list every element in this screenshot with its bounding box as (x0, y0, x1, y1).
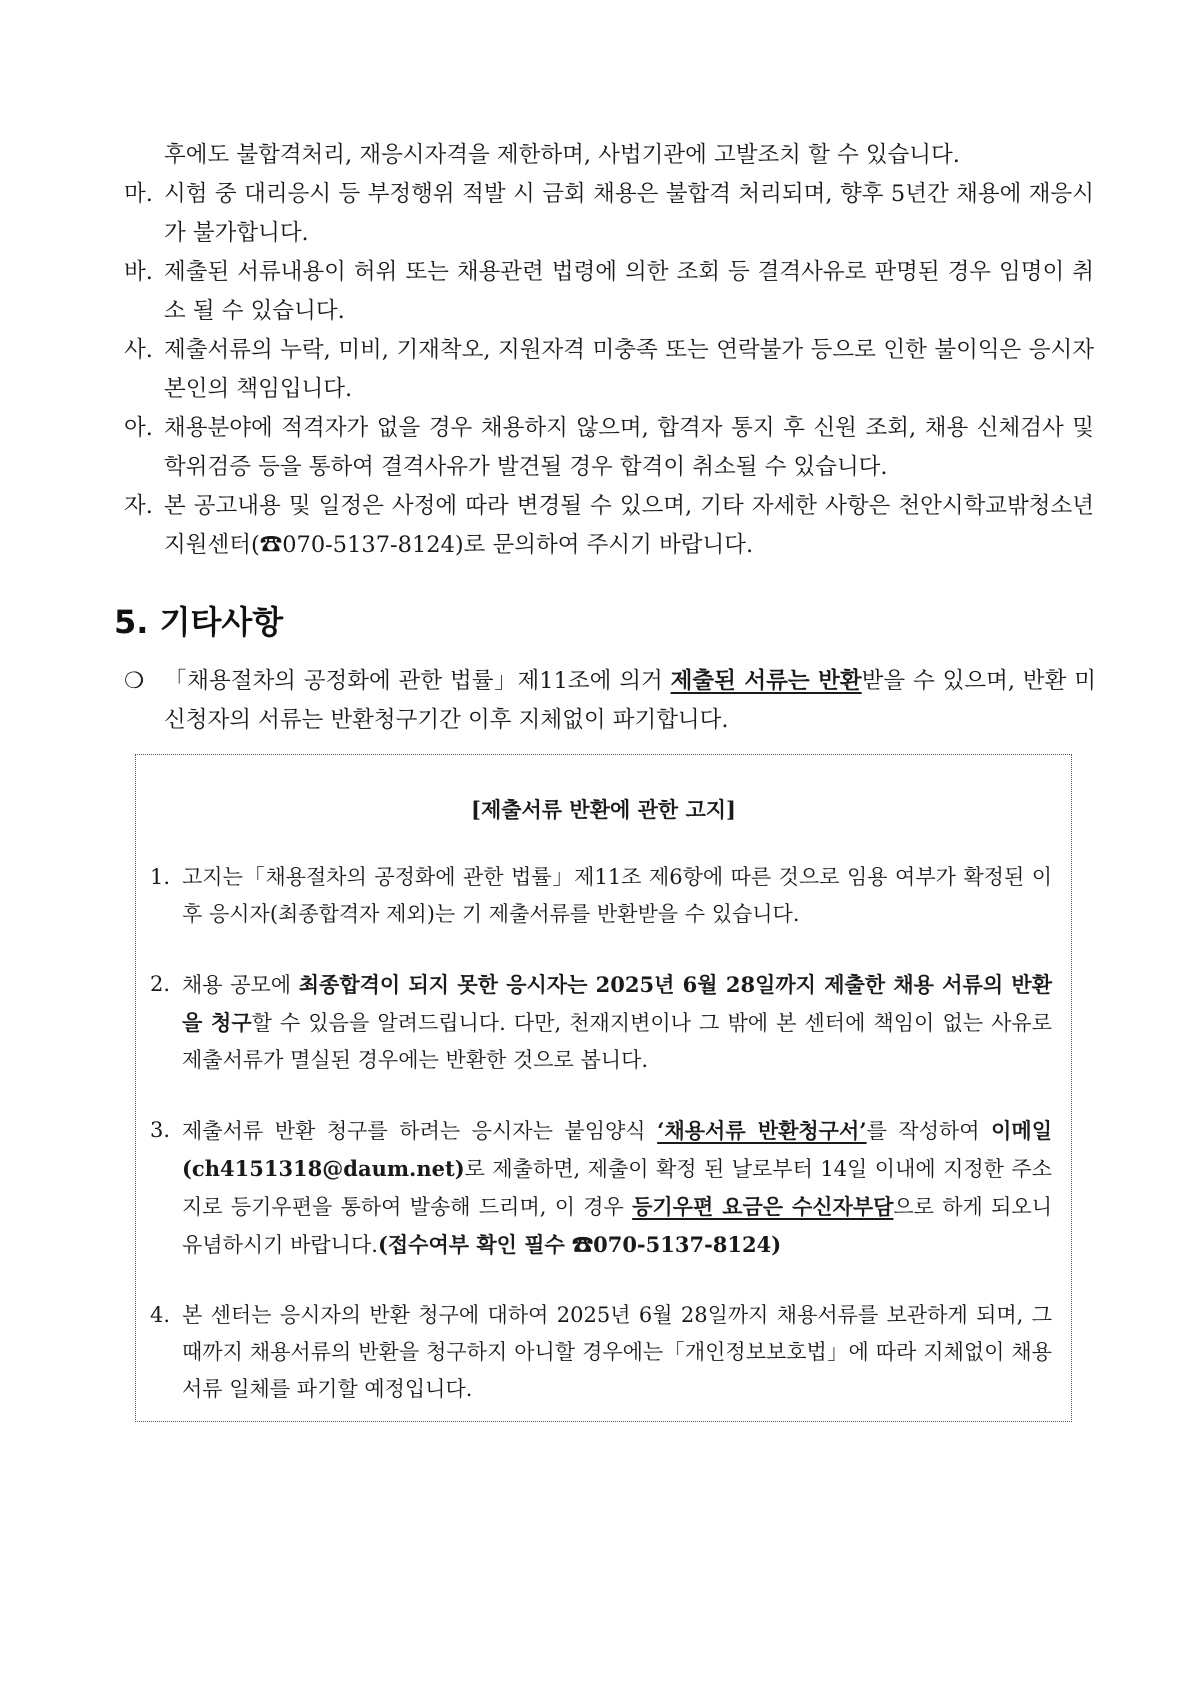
item2-post: 할 수 있음을 알려드립니다. 다만, 천재지변이나 그 밖에 본 센터에 책임이 없는 사유로 제출서류가 멸실된 경우에는 반환한 것으로 봅니다. (182, 1011, 1052, 1072)
item2-pre: 채용 공모에 (182, 973, 299, 997)
return-notice-box (135, 754, 1072, 1422)
item-marker: 4. (150, 1303, 171, 1327)
circle-bullet-icon: ❍ (124, 668, 145, 694)
item-text: 고지는「채용절차의 공정화에 관한 법률」제11조 제6항에 따른 것으로 임용 여부가 확정된 이후 응시자(최종합격자 제외)는 기 제출서류를 반환받을 수 있습니다. (182, 865, 1052, 926)
section-heading: 5. 기타사항 (114, 603, 284, 641)
item-text: 본 센터는 응시자의 반환 청구에 대하여 2025년 6월 28일까지 채용서류를 보관하게 되며, 그때까지 채용서류의 반환을 청구하지 아니할 경우에는「개인정보보호법」에 따라 지체없이 채용서류 일체를 파기할 예정입니다. (182, 1303, 1052, 1401)
item-text: 본 공고내용 및 일정은 사정에 따라 변경될 수 있으며, 기타 자세한 사항은 천안시학교밖청소년지원센터(☎070-5137-8124)로 문의하여 주시기 바랍니다. (164, 493, 1094, 558)
item-text: 채용분야에 적격자가 없을 경우 채용하지 않으며, 합격자 통지 후 신원 조회, 채용 신체검사 및 학위검증 등을 통하여 결격사유가 발견될 경우 합격이 취소될 수 있습니다. (164, 415, 1094, 480)
item-marker: 3. (150, 1118, 171, 1142)
list-item (124, 331, 1094, 409)
list-item (124, 487, 1094, 565)
note-emphasis: 제출된 서류는 반환 (670, 668, 862, 694)
item-marker: 마. (124, 181, 153, 207)
section-note (124, 662, 1096, 740)
item2-bold: 최종합격이 되지 못한 응시자는 2025년 6월 28일까지 제출한 채용 서류의 반환을 청구 (182, 972, 1052, 1035)
item-text (182, 966, 1052, 1079)
note-text-part1: 「채용절차의 공정화에 관한 법률」제11조에 의거 (164, 668, 671, 694)
item-marker: 자. (124, 493, 153, 519)
item-marker: 2. (150, 972, 171, 996)
item-marker: 아. (124, 415, 153, 441)
confirm-phone: (접수여부 확인 필수 ☎070-5137-8124) (377, 1232, 782, 1257)
form-name: ‘채용서류 반환청구서’ (657, 1118, 867, 1143)
item3-pre: 제출서류 반환 청구를 하려는 응시자는 붙임양식 (182, 1119, 658, 1143)
note-text-part2: 받을 수 있으며, 반환 미신청자의 서류는 반환청구기간 이후 지체없이 파기합니다. (164, 668, 1096, 733)
box-item-1 (150, 859, 1052, 933)
box-items (150, 859, 1052, 1441)
list-item (124, 253, 1094, 331)
box-item-3 (150, 1112, 1052, 1264)
list-item (124, 175, 1094, 253)
note-text (164, 662, 1096, 740)
item-text: 시험 중 대리응시 등 부정행위 적발 시 금회 채용은 불합격 처리되며, 향후 5년간 채용에 재응시가 불가합니다. (164, 181, 1094, 246)
box-item-2 (150, 966, 1052, 1079)
item-text: 제출된 서류내용이 허위 또는 채용관련 법령에 의한 조회 등 결격사유로 판명된 경우 임명이 취소 될 수 있습니다. (164, 259, 1094, 324)
notice-items (124, 136, 1094, 565)
item3-mid2: 로 제출하면, 제출이 확정 된 날로부터 14일 이내에 지정한 주소지로 등기우편을 통하여 발송해 드리며, 이 경우 (182, 1157, 1052, 1219)
box-item-4 (150, 1297, 1052, 1408)
item3-mid3: 으로 하게 되오니 유념하시기 바랍니다. (182, 1195, 1052, 1257)
item-text: 제출서류의 누락, 미비, 기재착오, 지원자격 미충족 또는 연락불가 등으로 인한 불이익은 응시자 본인의 책임입니다. (164, 337, 1094, 402)
item-marker: 1. (150, 865, 171, 889)
item3-mid1: 를 작성하여 (866, 1119, 992, 1143)
item-text (182, 1112, 1052, 1264)
item-marker: 사. (124, 337, 153, 363)
box-title: [제출서류 반환에 관한 고지] (471, 797, 736, 822)
postage-note: 등기우편 요금은 수신자부담 (632, 1194, 894, 1219)
continuation-line: 후에도 불합격처리, 재응시자격을 제한하며, 사법기관에 고발조치 할 수 있습니다. (164, 142, 960, 168)
item-marker: 바. (124, 259, 153, 285)
list-item (124, 409, 1094, 487)
email-address: 이메일 (ch4151318@daum.net) (182, 1118, 1052, 1181)
